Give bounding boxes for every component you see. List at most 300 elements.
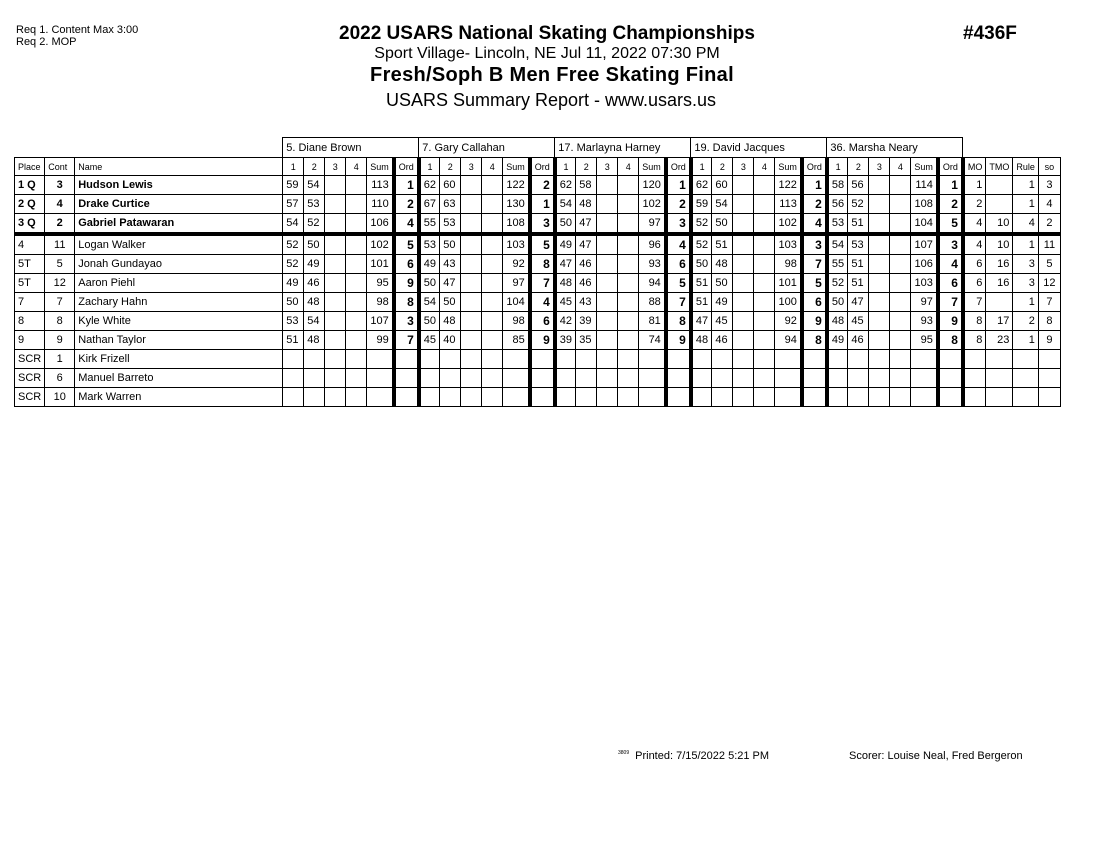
score-4	[346, 331, 367, 350]
score-1: 52	[283, 255, 304, 274]
table-row	[15, 234, 1061, 255]
cont-cell: 12	[45, 274, 75, 293]
ordinal-cell: 5	[530, 234, 555, 255]
score-1: 55	[419, 214, 440, 235]
score-4	[618, 234, 639, 255]
cont-cell: 1	[45, 350, 75, 369]
score-3	[461, 176, 482, 195]
score-2: 48	[304, 293, 325, 312]
ordinal-cell	[802, 369, 827, 388]
score-4	[482, 331, 503, 350]
score-3	[597, 255, 618, 274]
tmo-cell: 23	[986, 331, 1013, 350]
competition-title: 2022 USARS National Skating Championships	[339, 23, 755, 44]
rule-cell	[1013, 350, 1039, 369]
column-header-row	[15, 158, 1061, 176]
ordinal-cell: 4	[938, 255, 963, 274]
score-3	[325, 312, 346, 331]
score-4	[754, 350, 775, 369]
score-3	[597, 369, 618, 388]
judge-name: 7. Gary Callahan	[419, 138, 555, 158]
score-1	[283, 350, 304, 369]
ordinal-cell: 1	[666, 176, 691, 195]
score-4	[890, 350, 911, 369]
rule-cell: 1	[1013, 234, 1039, 255]
table-row	[15, 312, 1061, 331]
score-3	[733, 369, 754, 388]
score-3	[461, 350, 482, 369]
score-2: 51	[848, 274, 869, 293]
col-judge-3: 3	[869, 158, 890, 176]
score-2: 47	[440, 274, 461, 293]
place-cell: SCR	[15, 388, 45, 407]
sum-cell: 98	[775, 255, 802, 274]
score-3	[869, 331, 890, 350]
cont-cell: 8	[45, 312, 75, 331]
score-4	[890, 176, 911, 195]
printed-info	[618, 750, 769, 762]
score-1: 54	[555, 195, 576, 214]
sum-cell: 101	[367, 255, 394, 274]
place-cell: SCR	[15, 350, 45, 369]
score-1: 55	[827, 255, 848, 274]
sum-cell: 95	[911, 331, 938, 350]
score-3	[733, 350, 754, 369]
so-cell	[1038, 369, 1060, 388]
score-2: 46	[848, 331, 869, 350]
sum-cell: 101	[775, 274, 802, 293]
score-3	[597, 176, 618, 195]
score-1	[555, 388, 576, 407]
score-3	[869, 312, 890, 331]
place-cell: 2 Q	[15, 195, 45, 214]
col-judge-2: 2	[848, 158, 869, 176]
score-4	[482, 388, 503, 407]
mo-cell: 4	[963, 214, 986, 235]
score-3	[733, 388, 754, 407]
score-4	[346, 176, 367, 195]
sum-cell: 85	[503, 331, 530, 350]
ordinal-cell	[938, 350, 963, 369]
score-1: 51	[691, 274, 712, 293]
printed-timestamp: Printed: 7/15/2022 5:21 PM	[635, 750, 770, 762]
score-1: 57	[283, 195, 304, 214]
score-2: 51	[848, 214, 869, 235]
score-3	[461, 388, 482, 407]
ordinal-cell	[938, 388, 963, 407]
score-4	[890, 274, 911, 293]
score-2: 54	[712, 195, 733, 214]
score-3	[869, 388, 890, 407]
ordinal-cell	[530, 369, 555, 388]
table-row	[15, 350, 1061, 369]
score-3	[597, 331, 618, 350]
score-4	[890, 369, 911, 388]
score-2: 49	[304, 255, 325, 274]
col-judge-4: 4	[754, 158, 775, 176]
score-1: 53	[283, 312, 304, 331]
sum-cell	[367, 388, 394, 407]
score-2: 53	[440, 214, 461, 235]
ordinal-cell: 5	[394, 234, 419, 255]
place-cell: 4	[15, 234, 45, 255]
score-4	[346, 369, 367, 388]
score-4	[346, 350, 367, 369]
so-cell: 7	[1038, 293, 1060, 312]
score-3	[869, 176, 890, 195]
sum-cell	[639, 369, 666, 388]
col-judge-1: 1	[827, 158, 848, 176]
score-4	[618, 176, 639, 195]
score-3	[325, 255, 346, 274]
sum-cell: 113	[367, 176, 394, 195]
event-title: Fresh/Soph B Men Free Skating Final	[370, 64, 734, 86]
score-1	[827, 369, 848, 388]
spacer	[963, 138, 1061, 158]
score-4	[346, 388, 367, 407]
score-3	[597, 234, 618, 255]
col-judge-4: 4	[482, 158, 503, 176]
skater-name: Manuel Barreto	[75, 369, 283, 388]
col-so: so	[1038, 158, 1060, 176]
table-row	[15, 176, 1061, 195]
score-3	[597, 195, 618, 214]
table-row	[15, 214, 1061, 235]
score-4	[482, 195, 503, 214]
score-1: 54	[419, 293, 440, 312]
score-4	[346, 234, 367, 255]
score-2: 53	[304, 195, 325, 214]
score-2	[304, 388, 325, 407]
ordinal-cell	[530, 388, 555, 407]
tmo-cell	[986, 195, 1013, 214]
score-3	[869, 369, 890, 388]
score-2: 40	[440, 331, 461, 350]
requirement-1: Req 1. Content Max 3:00	[16, 24, 139, 36]
sum-cell: 98	[367, 293, 394, 312]
score-2: 60	[440, 176, 461, 195]
col-judge-1: 1	[419, 158, 440, 176]
ordinal-cell	[666, 369, 691, 388]
score-2: 56	[848, 176, 869, 195]
score-1: 45	[419, 331, 440, 350]
col-judge-4: 4	[890, 158, 911, 176]
score-1	[283, 388, 304, 407]
score-4	[890, 195, 911, 214]
score-3	[597, 350, 618, 369]
report-title: USARS Summary Report - www.usars.us	[385, 90, 717, 110]
score-4	[346, 195, 367, 214]
skater-name: Kyle White	[75, 312, 283, 331]
mo-cell	[963, 369, 986, 388]
sum-cell: 102	[775, 214, 802, 235]
mo-cell: 4	[963, 234, 986, 255]
skater-name: Mark Warren	[75, 388, 283, 407]
score-4	[754, 312, 775, 331]
tmo-cell	[986, 176, 1013, 195]
score-1: 39	[555, 331, 576, 350]
score-3	[733, 293, 754, 312]
score-3	[325, 195, 346, 214]
so-cell: 3	[1038, 176, 1060, 195]
col-judge-ord: Ord	[938, 158, 963, 176]
score-2: 46	[576, 255, 597, 274]
sum-cell	[775, 369, 802, 388]
score-3	[461, 195, 482, 214]
judge-name: 36. Marsha Neary	[827, 138, 963, 158]
ordinal-cell: 7	[530, 274, 555, 293]
score-4	[754, 214, 775, 235]
score-3	[733, 195, 754, 214]
ordinal-cell: 3	[394, 312, 419, 331]
sum-cell: 97	[911, 293, 938, 312]
ordinal-cell	[802, 350, 827, 369]
score-1: 50	[419, 274, 440, 293]
score-2: 46	[304, 274, 325, 293]
sum-cell: 94	[775, 331, 802, 350]
score-4	[890, 388, 911, 407]
tmo-cell	[986, 388, 1013, 407]
score-1: 50	[419, 312, 440, 331]
ordinal-cell: 2	[394, 195, 419, 214]
score-3	[325, 293, 346, 312]
score-2: 47	[576, 234, 597, 255]
sum-cell: 96	[639, 234, 666, 255]
rule-cell: 1	[1013, 331, 1039, 350]
col-judge-2: 2	[576, 158, 597, 176]
sum-cell: 106	[911, 255, 938, 274]
score-2: 47	[576, 214, 597, 235]
so-cell: 12	[1038, 274, 1060, 293]
ordinal-cell	[666, 388, 691, 407]
mo-cell: 1	[963, 176, 986, 195]
score-1: 54	[283, 214, 304, 235]
ordinal-cell: 1	[802, 176, 827, 195]
ordinal-cell	[394, 369, 419, 388]
ordinal-cell: 9	[938, 312, 963, 331]
sum-cell: 107	[367, 312, 394, 331]
judge-name: 19. David Jacques	[691, 138, 827, 158]
score-1	[419, 369, 440, 388]
rule-cell	[1013, 369, 1039, 388]
score-2: 52	[304, 214, 325, 235]
score-3	[869, 293, 890, 312]
col-judge-4: 4	[618, 158, 639, 176]
score-2: 50	[712, 214, 733, 235]
score-4	[890, 255, 911, 274]
ordinal-cell: 3	[530, 214, 555, 235]
score-3	[869, 195, 890, 214]
cont-cell: 5	[45, 255, 75, 274]
score-3	[461, 369, 482, 388]
sum-cell: 103	[775, 234, 802, 255]
score-3	[597, 388, 618, 407]
score-2	[712, 369, 733, 388]
col-judge-3: 3	[461, 158, 482, 176]
ordinal-cell: 3	[802, 234, 827, 255]
ordinal-cell	[666, 350, 691, 369]
score-2: 54	[304, 176, 325, 195]
skater-name: Jonah Gundayao	[75, 255, 283, 274]
score-2	[576, 369, 597, 388]
ordinal-cell: 9	[394, 274, 419, 293]
col-judge-3: 3	[325, 158, 346, 176]
score-1: 67	[419, 195, 440, 214]
score-2	[848, 369, 869, 388]
sum-cell: 102	[367, 234, 394, 255]
cont-cell: 10	[45, 388, 75, 407]
score-1	[419, 350, 440, 369]
ordinal-cell	[394, 388, 419, 407]
sum-cell: 108	[911, 195, 938, 214]
cont-cell: 6	[45, 369, 75, 388]
ordinal-cell: 7	[938, 293, 963, 312]
score-3	[733, 214, 754, 235]
score-1: 59	[691, 195, 712, 214]
ordinal-cell: 6	[530, 312, 555, 331]
score-1: 50	[827, 293, 848, 312]
score-1: 56	[827, 195, 848, 214]
sum-cell: 98	[503, 312, 530, 331]
skater-name: Logan Walker	[75, 234, 283, 255]
score-3	[733, 255, 754, 274]
score-2: 47	[848, 293, 869, 312]
ordinal-cell: 8	[938, 331, 963, 350]
score-1	[691, 369, 712, 388]
requirement-2: Req 2. MOP	[16, 36, 77, 48]
mo-cell: 6	[963, 255, 986, 274]
sum-cell: 93	[911, 312, 938, 331]
ordinal-cell: 3	[938, 234, 963, 255]
score-1	[827, 388, 848, 407]
score-1: 47	[555, 255, 576, 274]
score-1: 49	[283, 274, 304, 293]
score-1: 49	[419, 255, 440, 274]
skater-name: Drake Curtice	[75, 195, 283, 214]
sum-cell	[775, 388, 802, 407]
spacer	[15, 138, 283, 158]
score-1: 58	[827, 176, 848, 195]
score-2: 45	[848, 312, 869, 331]
score-1: 42	[555, 312, 576, 331]
rule-cell: 1	[1013, 293, 1039, 312]
score-3	[461, 234, 482, 255]
col-judge-4: 4	[346, 158, 367, 176]
cont-cell: 3	[45, 176, 75, 195]
score-1	[691, 350, 712, 369]
ordinal-cell: 6	[666, 255, 691, 274]
sum-cell: 108	[503, 214, 530, 235]
sum-cell	[775, 350, 802, 369]
score-1: 48	[555, 274, 576, 293]
score-4	[618, 255, 639, 274]
score-4	[618, 274, 639, 293]
skater-name: Nathan Taylor	[75, 331, 283, 350]
score-2: 63	[440, 195, 461, 214]
score-4	[754, 176, 775, 195]
score-2: 39	[576, 312, 597, 331]
score-1	[555, 350, 576, 369]
sum-cell: 106	[367, 214, 394, 235]
score-1	[555, 369, 576, 388]
score-4	[346, 214, 367, 235]
cont-cell: 7	[45, 293, 75, 312]
col-judge-sum: Sum	[775, 158, 802, 176]
score-4	[482, 350, 503, 369]
ordinal-cell: 7	[666, 293, 691, 312]
score-3	[869, 255, 890, 274]
score-4	[482, 234, 503, 255]
score-4	[618, 369, 639, 388]
score-1: 62	[555, 176, 576, 195]
score-2	[304, 369, 325, 388]
score-3	[325, 331, 346, 350]
place-cell: 1 Q	[15, 176, 45, 195]
score-2	[440, 388, 461, 407]
score-3	[325, 350, 346, 369]
table-row	[15, 255, 1061, 274]
score-4	[618, 293, 639, 312]
score-2: 54	[304, 312, 325, 331]
ordinal-cell	[802, 388, 827, 407]
sum-cell: 93	[639, 255, 666, 274]
score-2: 35	[576, 331, 597, 350]
score-1: 52	[691, 214, 712, 235]
col-judge-2: 2	[440, 158, 461, 176]
score-2	[576, 388, 597, 407]
tmo-cell: 10	[986, 234, 1013, 255]
score-4	[482, 214, 503, 235]
col-place: Place	[15, 158, 45, 176]
col-judge-2: 2	[712, 158, 733, 176]
score-4	[890, 293, 911, 312]
score-1	[283, 369, 304, 388]
sum-cell	[911, 369, 938, 388]
score-2: 48	[576, 195, 597, 214]
score-3	[869, 274, 890, 293]
ordinal-cell: 4	[802, 214, 827, 235]
score-1	[691, 388, 712, 407]
rule-cell: 2	[1013, 312, 1039, 331]
place-cell: 3 Q	[15, 214, 45, 235]
col-judge-ord: Ord	[530, 158, 555, 176]
score-2: 60	[712, 176, 733, 195]
ordinal-cell: 8	[666, 312, 691, 331]
rule-cell: 1	[1013, 195, 1039, 214]
score-2	[848, 350, 869, 369]
score-3	[597, 214, 618, 235]
score-2: 50	[440, 293, 461, 312]
ordinal-cell: 4	[666, 234, 691, 255]
score-1: 48	[827, 312, 848, 331]
score-1: 53	[827, 214, 848, 235]
score-2: 45	[712, 312, 733, 331]
score-4	[754, 388, 775, 407]
score-3	[733, 176, 754, 195]
score-4	[890, 331, 911, 350]
score-4	[618, 214, 639, 235]
score-1: 53	[419, 234, 440, 255]
sum-cell: 122	[503, 176, 530, 195]
score-2: 52	[848, 195, 869, 214]
score-2: 51	[848, 255, 869, 274]
score-3	[733, 234, 754, 255]
col-judge-3: 3	[733, 158, 754, 176]
so-cell: 9	[1038, 331, 1060, 350]
sum-cell: 94	[639, 274, 666, 293]
sum-cell	[639, 388, 666, 407]
score-3	[325, 214, 346, 235]
